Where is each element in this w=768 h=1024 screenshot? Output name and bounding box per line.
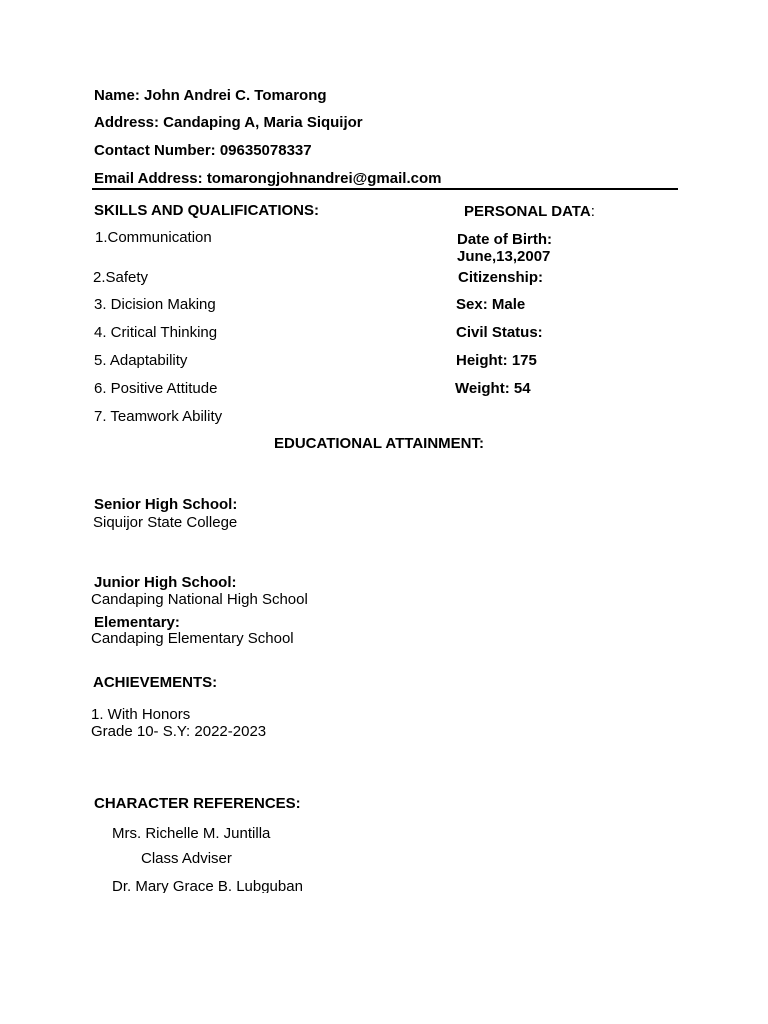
date-of-birth-label: Date of Birth: bbox=[457, 231, 552, 248]
achievement-item: 1. With Honors bbox=[91, 706, 191, 723]
height-field: Height: 175 bbox=[456, 352, 537, 369]
references-heading: CHARACTER REFERENCES: bbox=[94, 795, 301, 812]
applicant-name: Name: John Andrei C. Tomarong bbox=[94, 87, 327, 104]
skill-item: 4. Critical Thinking bbox=[94, 324, 218, 341]
applicant-email: Email Address: tomarongjohnandrei@gmail.com bbox=[94, 170, 442, 187]
personal-data-heading: PERSONAL DATA: bbox=[464, 203, 595, 220]
reference-name: Dr. Mary Grace B. Lubguban bbox=[112, 878, 303, 893]
skill-item: 2.Safety bbox=[93, 269, 149, 286]
reference-name: Mrs. Richelle M. Juntilla bbox=[112, 825, 271, 842]
education-heading: EDUCATIONAL ATTAINMENT: bbox=[274, 435, 484, 452]
achievements-heading: ACHIEVEMENTS: bbox=[93, 674, 218, 691]
senior-high-label: Senior High School: bbox=[94, 496, 238, 513]
skill-item: 6. Positive Attitude bbox=[94, 380, 218, 397]
elementary-school: Candaping Elementary School bbox=[91, 630, 294, 647]
civil-status-field: Civil Status: bbox=[456, 324, 543, 341]
applicant-address: Address: Candaping A, Maria Siquijor bbox=[94, 114, 363, 131]
skill-item: 7. Teamwork Ability bbox=[94, 408, 223, 425]
junior-high-school: Candaping National High School bbox=[91, 591, 308, 608]
elementary-label: Elementary: bbox=[94, 614, 180, 631]
citizenship-field: Citizenship: bbox=[458, 269, 543, 286]
junior-high-label: Junior High School: bbox=[94, 574, 237, 591]
senior-high-school: Siquijor State College bbox=[93, 514, 238, 531]
date-of-birth-value: June,13,2007 bbox=[457, 248, 551, 265]
skill-item: 5. Adaptability bbox=[94, 352, 188, 369]
sex-field: Sex: Male bbox=[456, 296, 526, 313]
achievement-detail: Grade 10- S.Y: 2022-2023 bbox=[91, 723, 267, 740]
skill-item: 1.Communication bbox=[95, 229, 212, 246]
applicant-contact-number: Contact Number: 09635078337 bbox=[94, 142, 312, 159]
skills-heading: SKILLS AND QUALIFICATIONS: bbox=[94, 202, 319, 219]
reference-role: Class Adviser bbox=[141, 850, 232, 867]
weight-field: Weight: 54 bbox=[455, 380, 531, 397]
header-divider bbox=[92, 188, 678, 190]
skill-item: 3. Dicision Making bbox=[94, 296, 216, 313]
